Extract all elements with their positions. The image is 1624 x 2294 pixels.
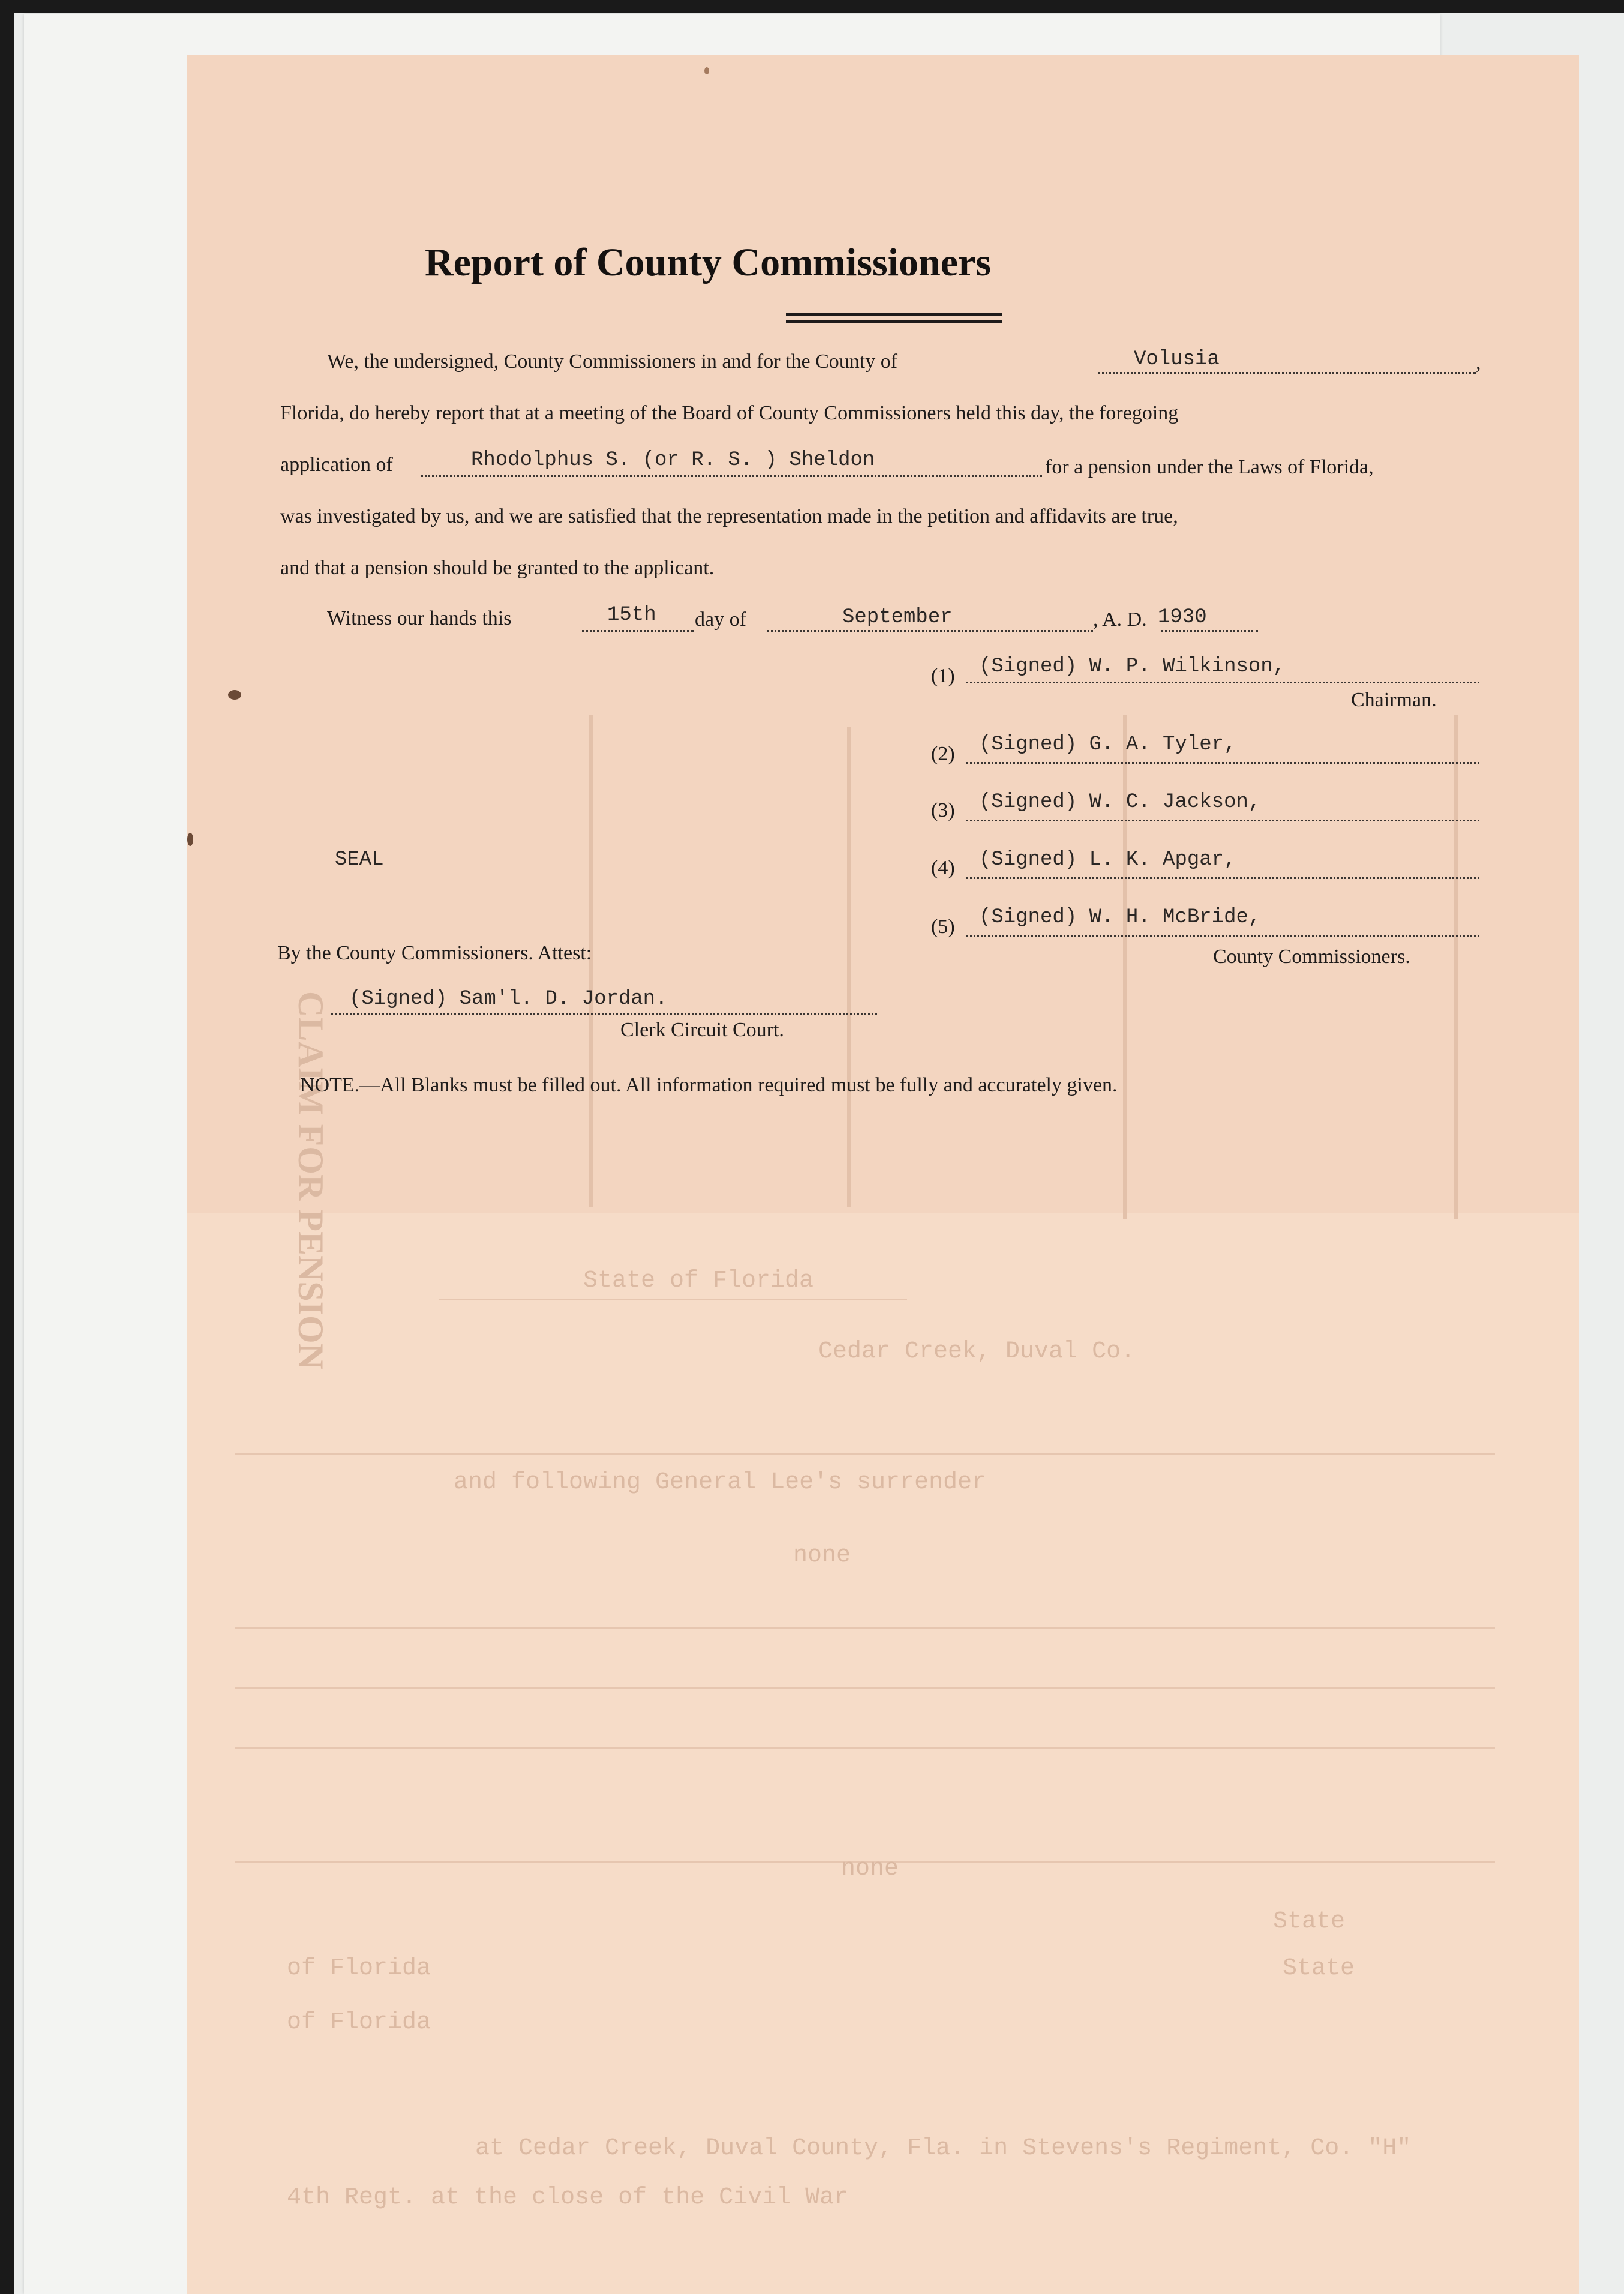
attest-line: By the County Commissioners. Attest: xyxy=(277,942,592,964)
blank-line xyxy=(421,475,1042,477)
witness-day: 15th xyxy=(607,604,656,626)
bleed-rule xyxy=(847,727,851,1207)
intro-line-2: Florida, do hereby report that at a meeting of the Board of County Commissioners held this day, the foregoing xyxy=(280,402,1179,424)
blank-line xyxy=(1161,630,1258,632)
page-title: Report of County Commissioners xyxy=(424,241,992,284)
commissioner-num: (3) xyxy=(931,799,955,821)
bleed-florida: of Florida xyxy=(287,2009,431,2036)
commissioner-num: (1) xyxy=(931,665,955,687)
bleed-rule xyxy=(1454,715,1458,1219)
applicant-value: Rhodolphus S. (or R. S. ) Sheldon xyxy=(471,449,875,472)
title-rule xyxy=(786,313,1002,316)
bleed-line xyxy=(235,1687,1495,1689)
bleed-state: State xyxy=(1283,1955,1355,1982)
commissioner-name: (Signed) W. C. Jackson, xyxy=(979,791,1261,814)
witness-prefix: Witness our hands this xyxy=(327,607,512,629)
commissioner-num: (2) xyxy=(931,743,955,765)
bleed-service: State of Florida xyxy=(583,1267,814,1294)
bleed-florida: of Florida xyxy=(287,1955,431,1982)
signature-line xyxy=(966,877,1479,879)
clerk-title: Clerk Circuit Court. xyxy=(620,1019,784,1041)
blank-line xyxy=(767,630,1093,632)
signature-line xyxy=(966,762,1479,764)
bleed-heading: CLAIM FOR PENSION xyxy=(291,991,331,1370)
intro-line-1: We, the undersigned, County Commissioners in and for the County of xyxy=(327,350,898,373)
scanner-edge-left xyxy=(0,0,14,2294)
witness-year: 1930 xyxy=(1158,606,1207,629)
ink-spot xyxy=(187,833,193,846)
signature-line xyxy=(966,820,1479,821)
commissioner-num: (5) xyxy=(931,916,955,938)
upper-fold-section xyxy=(187,55,1579,1213)
witness-ad: , A. D. xyxy=(1093,608,1147,631)
bleed-account: and following General Lee's surrender xyxy=(454,1469,987,1496)
signature-line xyxy=(966,935,1479,937)
bleed-state: State xyxy=(1273,1908,1346,1935)
blank-line xyxy=(582,630,694,632)
commissioner-role: County Commissioners. xyxy=(1213,946,1410,968)
signature-line xyxy=(331,1013,877,1015)
intro-line-3-prefix: application of xyxy=(280,454,393,476)
bleed-line xyxy=(235,1453,1495,1455)
commissioner-name: (Signed) W. P. Wilkinson, xyxy=(979,655,1286,678)
note-text: NOTE.—All Blanks must be filled out. All information required must be fully and accurately given. xyxy=(300,1074,1118,1096)
bleed-none: none xyxy=(841,1855,899,1882)
commissioner-name: (Signed) G. A. Tyler, xyxy=(979,733,1236,756)
commissioner-name: (Signed) L. K. Apgar, xyxy=(979,848,1236,871)
document-page xyxy=(187,55,1579,2294)
witness-month: September xyxy=(842,606,953,629)
bleed-line xyxy=(439,1299,907,1300)
bleed-location: at Cedar Creek, Duval County, Fla. in Stevens's Regiment, Co. "H" xyxy=(475,2135,1412,2162)
intro-line-5: and that a pension should be granted to the applicant. xyxy=(280,557,715,579)
intro-line-3-suffix: for a pension under the Laws of Florida, xyxy=(1045,456,1374,478)
intro-line-1-suffix: , xyxy=(1476,352,1481,374)
county-value: Volusia xyxy=(1134,348,1220,371)
seal-label: SEAL xyxy=(335,848,384,871)
bleed-line xyxy=(235,1747,1495,1749)
bleed-location: 4th Regt. at the close of the Civil War xyxy=(287,2184,849,2211)
commissioner-role: Chairman. xyxy=(1351,689,1437,711)
clerk-name: (Signed) Sam'l. D. Jordan. xyxy=(349,988,668,1010)
scanner-edge-top xyxy=(14,0,1624,13)
bleed-none: none xyxy=(793,1542,851,1569)
intro-line-4: was investigated by us, and we are satisfied that the representation made in the petition and affidavits are true, xyxy=(280,505,1178,527)
ink-spot xyxy=(228,690,241,700)
commissioner-name: (Signed) W. H. McBride, xyxy=(979,906,1261,929)
title-rule xyxy=(786,320,1002,323)
blank-line xyxy=(1098,372,1476,374)
signature-line xyxy=(966,682,1479,683)
ink-spot xyxy=(704,67,709,74)
commissioner-num: (4) xyxy=(931,857,955,879)
bleed-discharged: Cedar Creek, Duval Co. xyxy=(818,1338,1136,1365)
bleed-line xyxy=(235,1627,1495,1629)
witness-day-of: day of xyxy=(695,608,746,631)
